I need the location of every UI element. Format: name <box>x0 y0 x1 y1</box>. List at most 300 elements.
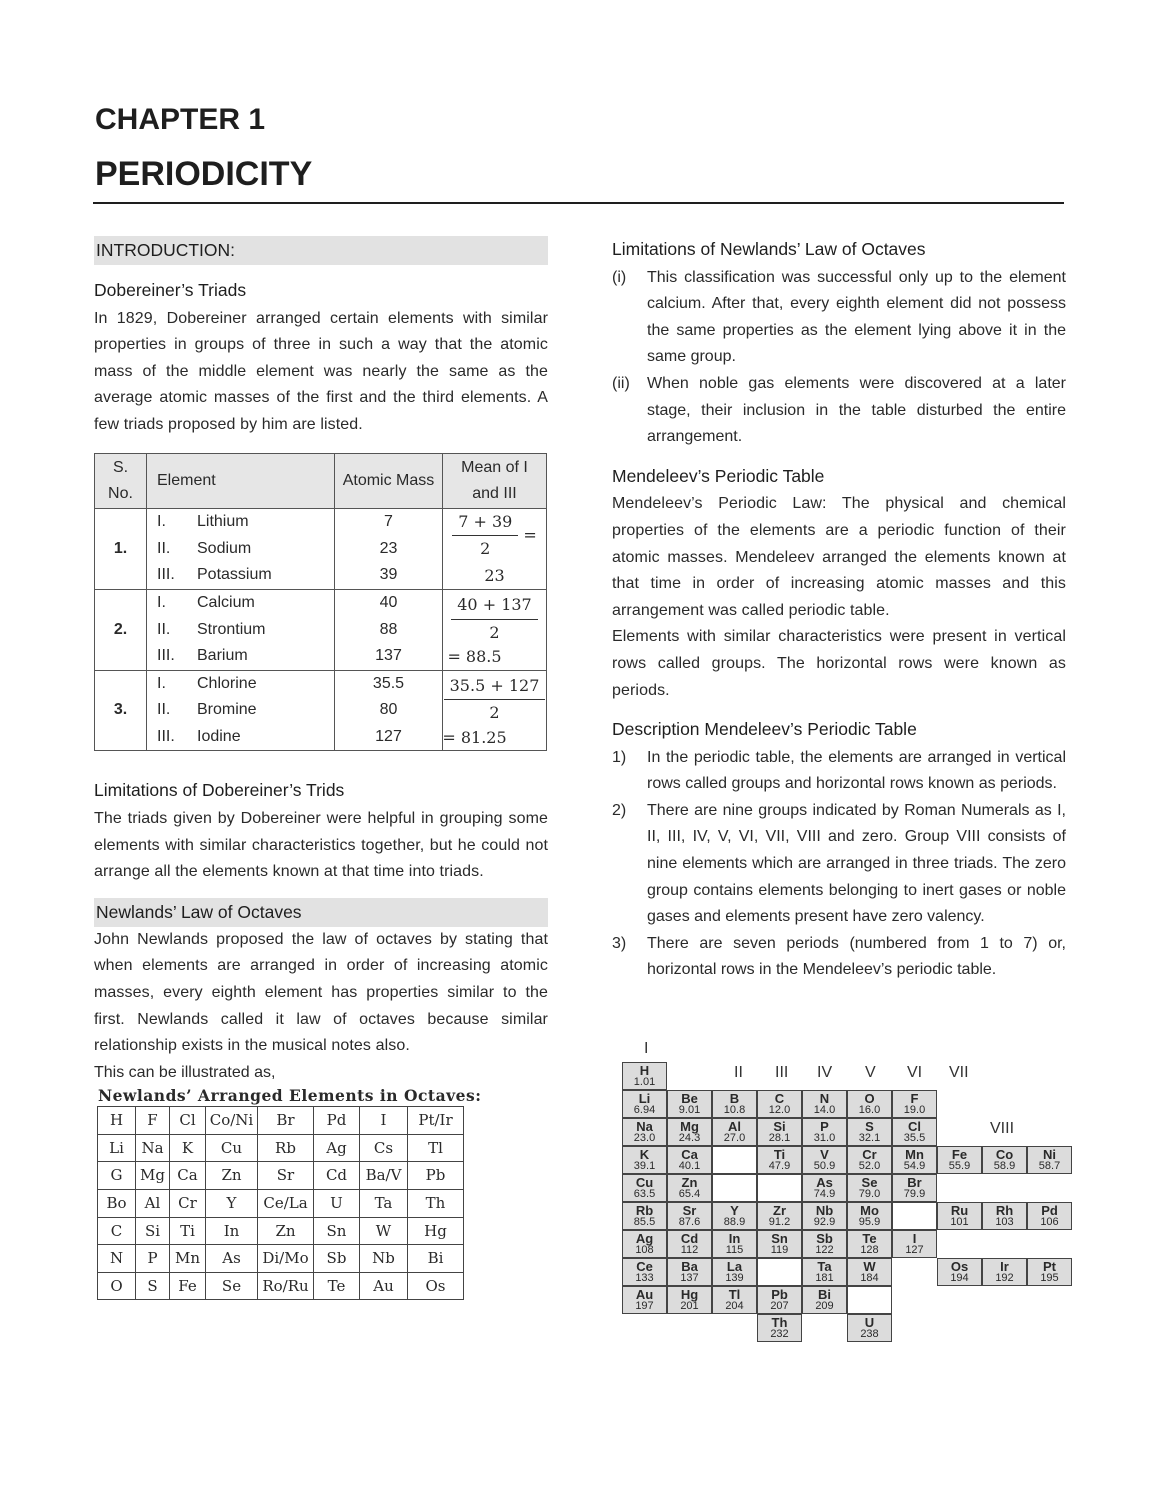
element-mass: 40.1 <box>678 1160 701 1172</box>
element-symbol: Ba <box>681 1259 698 1274</box>
element-mass: 87.6 <box>678 1216 701 1228</box>
octave-cell: Ba/V <box>360 1162 408 1190</box>
element-mass: 85.5 <box>633 1216 656 1228</box>
mean-denominator: 2 <box>489 703 500 723</box>
element-cell <box>712 1202 757 1230</box>
list-text: When noble gas elements were discovered at a later stage, their inclusion in the table disturbed the entire arrangement. <box>647 374 1066 446</box>
octave-cell: Ce/La <box>258 1190 314 1218</box>
element-cell <box>622 1230 667 1258</box>
element-mass: 137 <box>680 1272 699 1284</box>
element-symbol: Ni <box>1043 1147 1056 1162</box>
element-cell <box>847 1090 892 1118</box>
element-cell <box>1027 1258 1072 1286</box>
element-mass: 128 <box>860 1244 879 1256</box>
octave-cell: Cs <box>360 1134 408 1162</box>
atomic-mass: 39 <box>379 566 398 584</box>
triad-number: 3. <box>95 670 147 751</box>
element-mass: 10.8 <box>723 1104 746 1116</box>
chapter-number: CHAPTER 1 <box>95 103 266 136</box>
element-symbol: Ag <box>635 1231 654 1246</box>
element-mass: 74.9 <box>813 1188 836 1200</box>
element-symbol: Ir <box>1000 1259 1009 1274</box>
mean-fraction <box>452 509 518 563</box>
description-heading: Description Mendeleev’s Periodic Table <box>612 719 917 740</box>
octave-cell: Co/Ni <box>206 1107 258 1135</box>
mendeleev-periodic-table <box>622 1040 1078 1350</box>
triad-element <box>157 643 334 670</box>
triad-element <box>157 617 334 644</box>
element-symbol: P <box>820 1119 829 1134</box>
element-symbol: N <box>819 1091 830 1106</box>
octave-cell: Pb <box>408 1162 464 1190</box>
element-symbol: Th <box>771 1315 788 1330</box>
left-column <box>94 236 548 1300</box>
element-cell <box>667 1230 712 1258</box>
octave-cell: Cd <box>314 1162 360 1190</box>
element-cell <box>757 1286 802 1314</box>
octave-cell: Na <box>136 1134 170 1162</box>
triad-element <box>157 590 334 617</box>
element-cell <box>622 1146 667 1174</box>
octave-cell: Fe <box>170 1272 206 1300</box>
element-symbol: Bi <box>818 1287 831 1302</box>
element-cell <box>712 1286 757 1314</box>
element-symbol: Se <box>861 1175 878 1190</box>
element-cell <box>847 1314 892 1342</box>
element-symbol: I <box>912 1231 917 1246</box>
element-mass: 204 <box>725 1300 744 1312</box>
element-mass: 184 <box>860 1272 879 1284</box>
mendeleev-heading: Mendeleev’s Periodic Table <box>612 465 825 486</box>
illustrated-text: This can be illustrated as, <box>94 1063 276 1081</box>
empty-cell <box>757 1174 802 1202</box>
octave-cell: Mn <box>170 1245 206 1273</box>
octave-cell: Te <box>314 1272 360 1300</box>
element-cell <box>622 1118 667 1146</box>
element-cell <box>847 1174 892 1202</box>
element-mass: 14.0 <box>813 1104 836 1116</box>
atomic-mass: 7 <box>384 513 393 531</box>
group-label: VIII <box>990 1120 1015 1137</box>
element-cell <box>757 1146 802 1174</box>
element-cell <box>847 1202 892 1230</box>
group-label: VII <box>949 1064 969 1081</box>
element-mass: 192 <box>995 1272 1014 1284</box>
octave-cell: Au <box>360 1272 408 1300</box>
element-mass: 23.0 <box>633 1132 656 1144</box>
octave-cell: Sb <box>314 1245 360 1273</box>
octave-cell: Di/Mo <box>258 1245 314 1273</box>
triad-element <box>157 562 334 589</box>
list-text: This classification was successful only up to the element calcium. After that, every eighth element did not possess the same properties as the element lying above it in the same group. <box>647 268 1066 366</box>
element-symbol: Ru <box>950 1203 969 1218</box>
element-symbol: As <box>816 1175 833 1190</box>
list-marker: 2) <box>612 801 627 819</box>
header-mean: Mean of I and III <box>443 453 547 508</box>
limitations-newlands-list <box>612 265 1066 451</box>
element-name: Barium <box>197 647 248 665</box>
element-symbol: Y <box>730 1203 739 1218</box>
element-mass: 181 <box>815 1272 834 1284</box>
element-name: Potassium <box>197 566 272 584</box>
atomic-mass: 80 <box>379 701 398 719</box>
mean-denominator: 2 <box>480 539 491 559</box>
element-cell <box>847 1146 892 1174</box>
element-cell <box>757 1314 802 1342</box>
element-cell <box>802 1090 847 1118</box>
element-symbol: Tl <box>728 1287 741 1302</box>
list-marker: (i) <box>612 268 627 286</box>
element-name: Sodium <box>197 539 252 557</box>
element-mass: 201 <box>680 1300 699 1312</box>
element-cell <box>712 1258 757 1286</box>
octave-cell: Tl <box>408 1134 464 1162</box>
element-cell <box>622 1202 667 1230</box>
element-cell <box>1027 1146 1072 1174</box>
octaves-table-title: Newlands’ Arranged Elements in Octaves: <box>98 1086 482 1106</box>
element-mass: 52.0 <box>858 1160 881 1172</box>
atomic-mass: 35.5 <box>372 674 405 692</box>
introduction-heading: INTRODUCTION: <box>94 236 548 265</box>
element-mass: 209 <box>815 1300 834 1312</box>
element-mass: 127 <box>905 1244 924 1256</box>
element-symbol: Os <box>950 1259 969 1274</box>
element-cell <box>892 1090 937 1118</box>
limitation-item <box>612 371 1066 451</box>
element-cell <box>667 1174 712 1202</box>
element-name: Lithium <box>197 513 249 531</box>
roman-numeral: III. <box>157 727 175 745</box>
element-mass: 115 <box>725 1244 744 1256</box>
element-cell <box>667 1118 712 1146</box>
element-cell <box>937 1146 982 1174</box>
element-symbol: Al <box>728 1119 741 1134</box>
list-text: There are nine groups indicated by Roman Numerals as I, II, III, IV, V, VI, VII, VIII and zero. Group VIII consists of nine elements which are arranged in three triads. The zero group contains elements belonging to inert gases or noble gases and elements present have zero valency. <box>647 801 1066 926</box>
roman-numeral: II. <box>157 620 171 638</box>
octave-cell: Al <box>136 1190 170 1218</box>
limitations-newlands-heading: Limitations of Newlands’ Law of Octaves <box>612 239 926 259</box>
element-mass: 103 <box>995 1216 1014 1228</box>
element-mass: 19.0 <box>903 1104 926 1116</box>
element-cell <box>892 1230 937 1258</box>
header-rule <box>93 202 1064 204</box>
element-mass: 139 <box>725 1272 744 1284</box>
element-cell <box>982 1146 1027 1174</box>
element-symbol: Ta <box>817 1259 832 1274</box>
octave-cell: G <box>98 1162 136 1190</box>
octave-row <box>98 1272 464 1300</box>
element-symbol: O <box>864 1091 875 1106</box>
element-symbol: Zn <box>681 1175 698 1190</box>
element-mass: 122 <box>815 1244 834 1256</box>
element-cell <box>937 1258 982 1286</box>
group-label: II <box>734 1064 743 1081</box>
triad-element <box>157 697 334 724</box>
element-cell <box>892 1146 937 1174</box>
element-mass: 195 <box>1040 1272 1059 1284</box>
element-mass: 197 <box>635 1300 654 1312</box>
element-name: Calcium <box>197 594 255 612</box>
octave-cell: Cu <box>206 1134 258 1162</box>
octave-cell: Pt/Ir <box>408 1107 464 1135</box>
element-mass: 35.5 <box>903 1132 926 1144</box>
element-symbol: Au <box>635 1287 654 1302</box>
empty-cell <box>712 1146 757 1174</box>
element-mass: 50.9 <box>813 1160 836 1172</box>
list-text: There are seven periods (numbered from 1 to 7) or, horizontal rows in the Mendeleev’s periodic table. <box>647 934 1066 979</box>
empty-cell <box>892 1202 937 1230</box>
octave-cell: Bo <box>98 1190 136 1218</box>
triad-row <box>95 590 547 671</box>
octave-cell: Os <box>408 1272 464 1300</box>
element-symbol: Sr <box>682 1203 697 1218</box>
element-cell <box>802 1202 847 1230</box>
element-name: Chlorine <box>197 674 257 692</box>
element-mass: 108 <box>635 1244 654 1256</box>
octave-cell: Li <box>98 1134 136 1162</box>
element-mass: 194 <box>950 1272 969 1284</box>
header-sno: S. No. <box>95 453 147 508</box>
octave-cell: Cl <box>170 1107 206 1135</box>
octave-row <box>98 1134 464 1162</box>
group-label: IV <box>817 1064 833 1081</box>
element-mass: 133 <box>635 1272 654 1284</box>
element-cell <box>802 1146 847 1174</box>
element-cell <box>667 1286 712 1314</box>
limitation-item <box>612 265 1066 371</box>
element-mass: 232 <box>770 1328 789 1340</box>
element-cell <box>847 1118 892 1146</box>
roman-numeral: III. <box>157 647 175 665</box>
element-symbol: Pb <box>771 1287 788 1302</box>
element-symbol: Te <box>862 1231 877 1246</box>
group-label: V <box>865 1064 876 1081</box>
group-label: III <box>775 1064 789 1081</box>
element-cell <box>757 1090 802 1118</box>
element-cell <box>802 1230 847 1258</box>
octave-cell: Mg <box>136 1162 170 1190</box>
element-mass: 91.2 <box>768 1216 791 1228</box>
element-cell <box>622 1174 667 1202</box>
element-symbol: Pd <box>1041 1203 1058 1218</box>
octave-cell: As <box>206 1245 258 1273</box>
element-symbol: Rh <box>995 1203 1014 1218</box>
octave-cell: Zn <box>206 1162 258 1190</box>
element-cell <box>622 1062 667 1090</box>
octave-cell: Ag <box>314 1134 360 1162</box>
element-symbol: Zr <box>773 1203 786 1218</box>
element-name: Bromine <box>197 701 257 719</box>
header-element: Element <box>147 453 335 508</box>
octave-cell: In <box>206 1217 258 1245</box>
roman-numeral: II. <box>157 539 171 557</box>
mean-fraction <box>444 673 546 727</box>
mendeleev-law-text: Mendeleev’s Periodic Law: The physical and chemical properties of the elements are a periodic function of their atomic masses. Mendeleev arranged the elements known at that time in order of increasing atomic masses and this arrangement was called periodic table. <box>612 495 1066 619</box>
triad-number: 2. <box>95 590 147 671</box>
octave-cell: Rb <box>258 1134 314 1162</box>
element-cell <box>757 1118 802 1146</box>
element-symbol: La <box>726 1259 743 1274</box>
octave-cell: H <box>98 1107 136 1135</box>
element-cell <box>847 1230 892 1258</box>
atomic-mass: 127 <box>375 727 402 745</box>
element-cell <box>667 1258 712 1286</box>
triad-element <box>157 671 334 698</box>
element-symbol: Cu <box>635 1175 654 1190</box>
element-cell <box>712 1118 757 1146</box>
element-symbol: Sn <box>771 1231 788 1246</box>
mendeleev-groups-text: Elements with similar characteristics were present in vertical rows called groups. The horizontal rows were known as periods. <box>612 628 1066 699</box>
limitations-dobereiner-heading: Limitations of Dobereiner’s Trids <box>94 780 345 801</box>
element-symbol: Nb <box>815 1203 834 1218</box>
element-symbol: Sb <box>816 1231 833 1246</box>
list-text: In the periodic table, the elements are arranged in vertical rows called groups and horizontal rows known as periods. <box>647 748 1066 793</box>
triads-table <box>94 453 547 752</box>
octave-cell: Se <box>206 1272 258 1300</box>
element-mass: 32.1 <box>858 1132 881 1144</box>
newlands-text: John Newlands proposed the law of octaves by stating that when elements are arranged in order of increasing atomic masses, every eighth element has properties similar to the first. Newlands called it law of octaves because similar relationship exists in the musical notes also. <box>94 930 548 1055</box>
element-symbol: Si <box>773 1119 786 1134</box>
element-symbol: Cl <box>908 1119 921 1134</box>
element-symbol: Cd <box>680 1231 699 1246</box>
element-mass: 55.9 <box>948 1160 971 1172</box>
element-mass: 79.0 <box>858 1188 881 1200</box>
list-marker: 3) <box>612 934 627 952</box>
element-mass: 28.1 <box>768 1132 791 1144</box>
element-symbol: In <box>728 1231 741 1246</box>
element-symbol: Fe <box>951 1147 968 1162</box>
element-cell <box>622 1090 667 1118</box>
group-label: VI <box>907 1064 923 1081</box>
octave-cell: I <box>360 1107 408 1135</box>
octave-cell: Bi <box>408 1245 464 1273</box>
element-mass: 24.3 <box>678 1132 701 1144</box>
element-cell <box>892 1174 937 1202</box>
element-symbol: Na <box>636 1119 653 1134</box>
element-cell <box>712 1090 757 1118</box>
octave-row <box>98 1217 464 1245</box>
roman-numeral: I. <box>157 594 166 612</box>
element-cell <box>937 1202 982 1230</box>
triad-row <box>95 508 547 590</box>
octave-cell: Pd <box>314 1107 360 1135</box>
element-mass: 58.9 <box>993 1160 1016 1172</box>
element-symbol: Co <box>995 1147 1014 1162</box>
description-item <box>612 798 1066 931</box>
element-mass: 54.9 <box>903 1160 926 1172</box>
element-cell <box>712 1230 757 1258</box>
mean-fraction <box>451 592 537 646</box>
octave-row <box>98 1162 464 1190</box>
element-symbol: Li <box>638 1091 651 1106</box>
element-cell <box>757 1230 802 1258</box>
mean-numerator: 40 + 137 <box>451 592 537 620</box>
element-cell <box>622 1286 667 1314</box>
element-name: Strontium <box>197 620 266 638</box>
element-cell <box>982 1258 1027 1286</box>
element-cell <box>802 1258 847 1286</box>
element-symbol: H <box>639 1063 650 1078</box>
element-cell <box>847 1258 892 1286</box>
element-mass: 31.0 <box>813 1132 836 1144</box>
element-symbol: Be <box>681 1091 698 1106</box>
element-symbol: W <box>863 1259 876 1274</box>
octave-cell: Th <box>408 1190 464 1218</box>
element-cell <box>802 1118 847 1146</box>
element-cell <box>982 1202 1027 1230</box>
mean-result: = 81.25 <box>442 727 507 747</box>
element-cell <box>802 1174 847 1202</box>
group-label: I <box>644 1040 649 1057</box>
description-list <box>612 745 1066 984</box>
element-mass: 12.0 <box>768 1104 791 1116</box>
empty-cell <box>847 1286 892 1314</box>
triad-number: 1. <box>95 508 147 590</box>
element-symbol: C <box>774 1091 785 1106</box>
element-mass: 16.0 <box>858 1104 881 1116</box>
triad-element <box>157 724 334 751</box>
limitations-dobereiner-text: The triads given by Dobereiner were helpful in grouping some elements with similar characteristics together, but he could not arrange all the elements known at that time into triads. <box>94 809 548 881</box>
octave-cell: Ti <box>170 1217 206 1245</box>
octave-cell: Hg <box>408 1217 464 1245</box>
dobereiner-text: In 1829, Dobereiner arranged certain elements with similar properties in groups of three in such a way that the atomic mass of the middle element was nearly the same as the average atomic masses of the first and the third elements. A few triads proposed by him are listed. <box>94 309 548 433</box>
octave-row <box>98 1107 464 1135</box>
list-marker: 1) <box>612 748 627 766</box>
octave-cell: Y <box>206 1190 258 1218</box>
description-item <box>612 745 1066 798</box>
chapter-title: PERIODICITY <box>95 155 313 193</box>
mean-result: = 88.5 <box>447 647 502 667</box>
empty-cell <box>757 1258 802 1286</box>
octave-cell: Zn <box>258 1217 314 1245</box>
octave-cell: Ca <box>170 1162 206 1190</box>
octave-cell: W <box>360 1217 408 1245</box>
element-symbol: F <box>910 1091 919 1106</box>
octave-cell: Sr <box>258 1162 314 1190</box>
element-mass: 207 <box>770 1300 789 1312</box>
dobereiner-heading: Dobereiner’s Triads <box>94 280 247 300</box>
roman-numeral: II. <box>157 701 171 719</box>
element-symbol: Ce <box>636 1259 653 1274</box>
mean-result: = 23 <box>484 525 537 585</box>
element-mass: 112 <box>680 1244 699 1256</box>
element-mass: 1.01 <box>633 1076 656 1088</box>
octave-cell: F <box>136 1107 170 1135</box>
element-symbol: Ca <box>681 1147 698 1162</box>
element-mass: 27.0 <box>723 1132 746 1144</box>
element-mass: 92.9 <box>813 1216 836 1228</box>
element-mass: 58.7 <box>1038 1160 1061 1172</box>
element-cell <box>622 1258 667 1286</box>
element-mass: 47.9 <box>768 1160 791 1172</box>
octave-cell: Nb <box>360 1245 408 1273</box>
newlands-heading: Newlands’ Law of Octaves <box>94 898 548 927</box>
element-symbol: B <box>729 1091 740 1106</box>
element-symbol: Mo <box>860 1203 879 1218</box>
element-symbol: Rb <box>635 1203 654 1218</box>
mean-numerator: 7 + 39 <box>452 509 518 537</box>
atomic-mass: 23 <box>379 539 398 557</box>
empty-cell <box>712 1174 757 1202</box>
element-symbol: Ti <box>773 1147 786 1162</box>
element-mass: 88.9 <box>723 1216 746 1228</box>
atomic-mass: 40 <box>379 594 398 612</box>
octave-cell: P <box>136 1245 170 1273</box>
atomic-mass: 88 <box>379 620 398 638</box>
roman-numeral: III. <box>157 566 175 584</box>
header-atomic-mass: Atomic Mass <box>335 453 443 508</box>
octave-cell: Si <box>136 1217 170 1245</box>
